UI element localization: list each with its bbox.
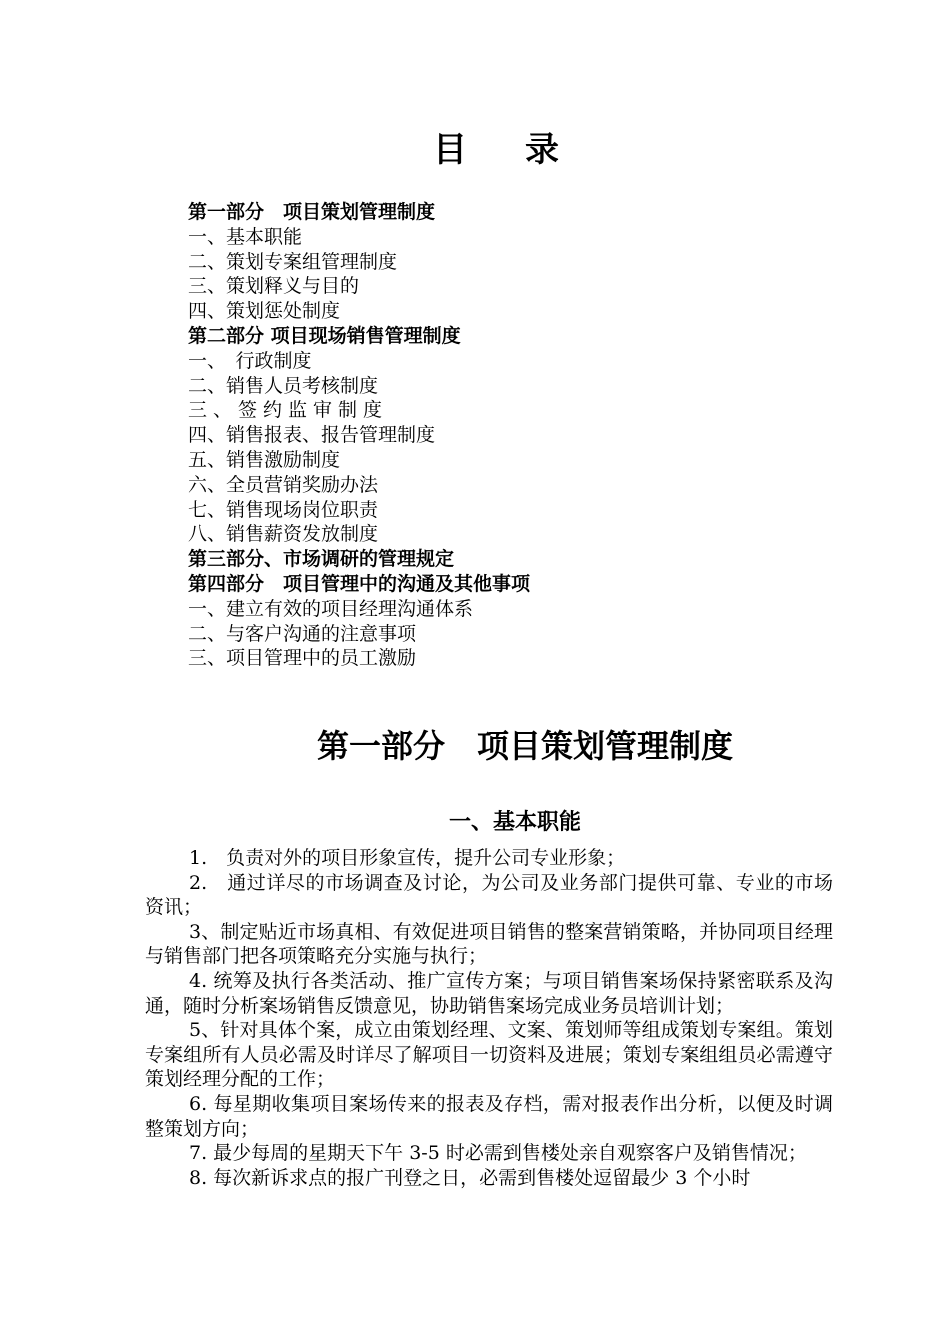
body-paragraph: 8. 每次新诉求点的报广刊登之日，必需到售楼处逗留最少 3 个小时 (189, 1166, 751, 1189)
toc-item: 一、基本职能 (188, 225, 303, 248)
toc-item: 二、销售人员考核制度 (188, 374, 379, 397)
toc-item: 三、策划释义与目的 (188, 275, 360, 298)
toc-item: 二、与客户沟通的注意事项 (188, 622, 417, 645)
toc-part-heading: 第四部分 项目管理中的沟通及其他事项 (188, 572, 531, 595)
toc-item: 一、建立有效的项目经理沟通体系 (188, 597, 474, 620)
body-paragraph: 2. 通过详尽的市场调查及讨论，为公司及业务部门提供可靠、专业的市场资讯； (145, 871, 833, 919)
body-paragraph: 7. 最少每周的星期天下午 3-5 时必需到售楼处亲自观察客户及销售情况； (189, 1142, 807, 1165)
toc-part-heading: 第二部分 项目现场销售管理制度 (188, 324, 461, 347)
toc-item: 三、签约监审制度 (188, 399, 389, 422)
section-body (145, 846, 833, 1190)
toc-item: 四、销售报表、报告管理制度 (188, 424, 436, 447)
toc-part-heading: 第三部分、市场调研的管理规定 (188, 548, 455, 571)
toc-item: 八、销售薪资发放制度 (188, 523, 379, 546)
body-paragraph: 5、针对具体个案，成立由策划经理、文案、策划师等组成策划专案组。策划专案组所有人员必需及时详尽了解项目一切资料及进展；策划专案组组员必需遵守策划经理分配的工作； (145, 1019, 833, 1091)
table-of-contents (188, 200, 828, 671)
toc-item: 五、销售激励制度 (188, 448, 341, 471)
body-paragraph: 6. 每星期收集项目案场传来的报表及存档，需对报表作出分析，以便及时调整策划方向； (145, 1092, 833, 1140)
toc-item: 七、销售现场岗位职责 (188, 498, 379, 521)
toc-item: 三、项目管理中的员工激励 (188, 647, 417, 670)
toc-item: 二、策划专案组管理制度 (188, 250, 398, 273)
toc-item: 一、 行政制度 (188, 349, 312, 372)
body-paragraph: 3、制定贴近市场真相、有效促进项目销售的整案营销策略，并协同项目经理与销售部门把各项策略充分实施与执行； (145, 920, 833, 968)
body-paragraph: 4. 统筹及执行各类活动、推广宣传方案；与项目销售案场保持紧密联系及沟通，随时分析案场销售反馈意见，协助销售案场完成业务员培训计划； (145, 969, 833, 1017)
toc-title: 目录 (433, 130, 617, 170)
section-title: 第一部分 项目策划管理制度 (316, 727, 733, 765)
body-paragraph: 1. 负责对外的项目形象宣传，提升公司专业形象； (189, 847, 626, 869)
toc-item: 四、策划惩处制度 (188, 300, 341, 323)
toc-part-heading: 第一部分 项目策划管理制度 (188, 201, 436, 223)
subsection-title: 一、基本职能 (448, 809, 581, 835)
toc-item: 六、全员营销奖励办法 (188, 473, 379, 496)
